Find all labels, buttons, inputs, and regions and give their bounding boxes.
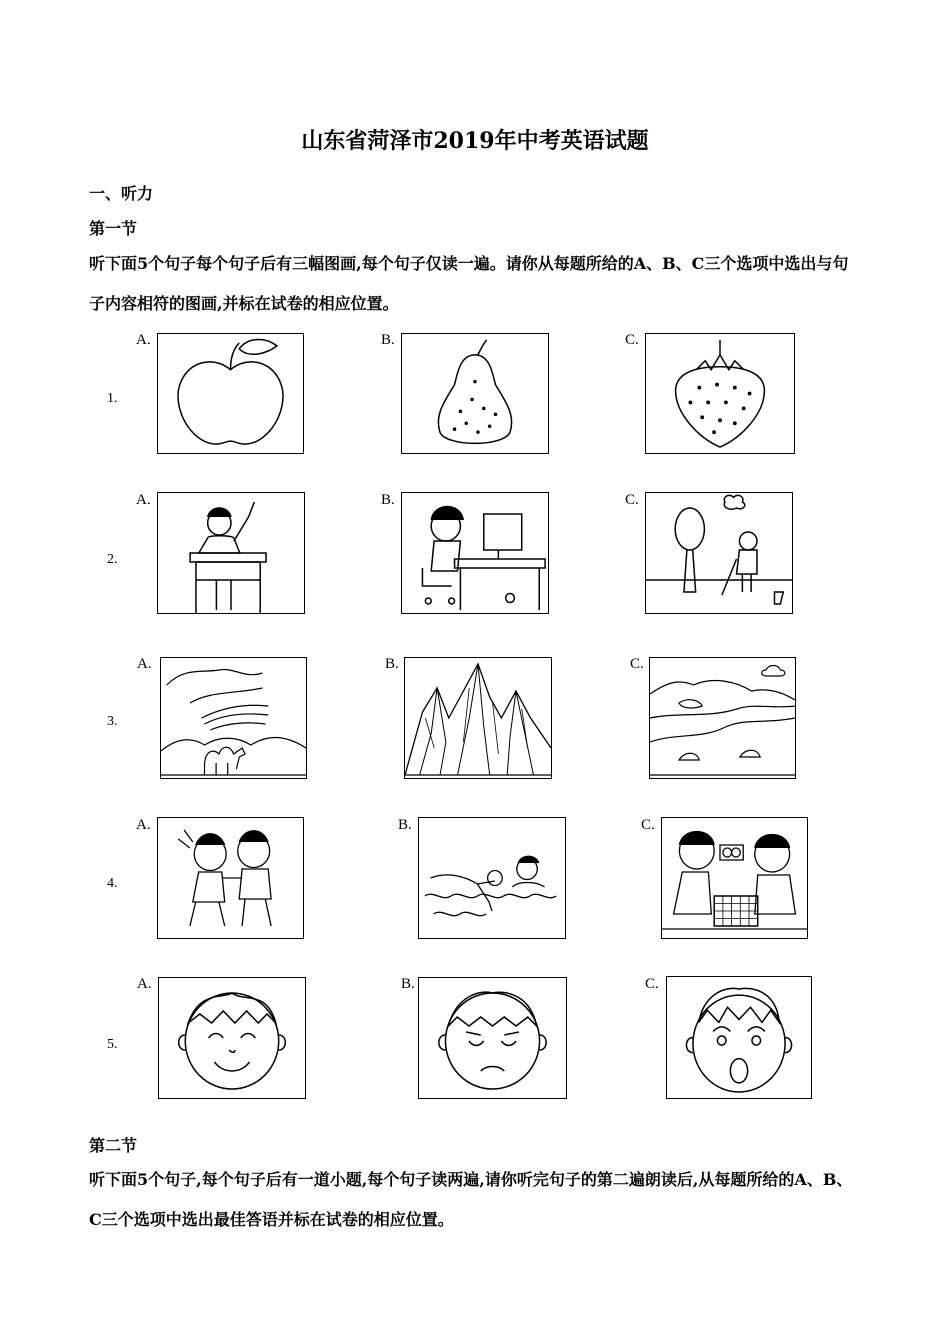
option-letter: C. <box>645 976 659 992</box>
apple-image[interactable] <box>157 333 304 454</box>
children-chess-image[interactable] <box>661 817 808 939</box>
option-letter: A. <box>136 492 151 508</box>
happy-face-image[interactable] <box>158 977 306 1099</box>
boy-at-computer-image[interactable] <box>401 492 549 614</box>
mountains-image[interactable] <box>404 657 552 779</box>
option-letter: A. <box>137 656 152 672</box>
river-image[interactable] <box>649 657 796 779</box>
option-letter: C. <box>625 332 639 348</box>
children-swimming-image[interactable] <box>418 817 566 939</box>
option-letter: C. <box>625 492 639 508</box>
sad-face-image[interactable] <box>418 977 567 1099</box>
strawberry-image[interactable] <box>645 333 795 454</box>
surprised-face-image[interactable] <box>666 976 812 1099</box>
question-number: 4. <box>107 876 118 891</box>
part2-heading: 第二节 <box>89 1136 138 1155</box>
option-letter: B. <box>381 492 395 508</box>
option-letter: A. <box>137 976 152 992</box>
boy-at-desk-image[interactable] <box>157 492 305 614</box>
option-letter: A. <box>136 332 151 348</box>
option-letter: B. <box>381 332 395 348</box>
option-letter: C. <box>641 817 655 833</box>
section-heading-listening: 一、听力 <box>89 184 154 203</box>
question-number: 5. <box>107 1037 118 1052</box>
page-title: 山东省菏泽市2019年中考英语试题 <box>301 128 649 154</box>
desert-camel-image[interactable] <box>160 657 307 779</box>
part2-instruction: 听下面5个句子,每个句子后有一道小题,每个句子读两遍,请你听完句子的第二遍朗读后,从每题所给的A、B、C三个选项中选出最佳答语并标在试卷的相应位置。 <box>89 1170 853 1229</box>
question-number: 2. <box>107 552 118 567</box>
option-letter: C. <box>630 656 644 672</box>
part1-heading: 第一节 <box>89 219 138 238</box>
children-walking-image[interactable] <box>157 817 304 939</box>
question-number: 1. <box>107 391 118 406</box>
option-letter: B. <box>401 976 415 992</box>
pear-image[interactable] <box>401 333 549 454</box>
boy-planting-tree-image[interactable] <box>645 492 793 614</box>
question-number: 3. <box>107 714 118 729</box>
option-letter: A. <box>136 817 151 833</box>
option-letter: B. <box>385 656 399 672</box>
part1-instruction: 听下面5个句子每个句子后有三幅图画,每个句子仅读一遍。请你从每题所给的A、B、C三个选项中选出与句子内容相符的图画,并标在试卷的相应位置。 <box>89 254 849 313</box>
option-letter: B. <box>398 817 412 833</box>
